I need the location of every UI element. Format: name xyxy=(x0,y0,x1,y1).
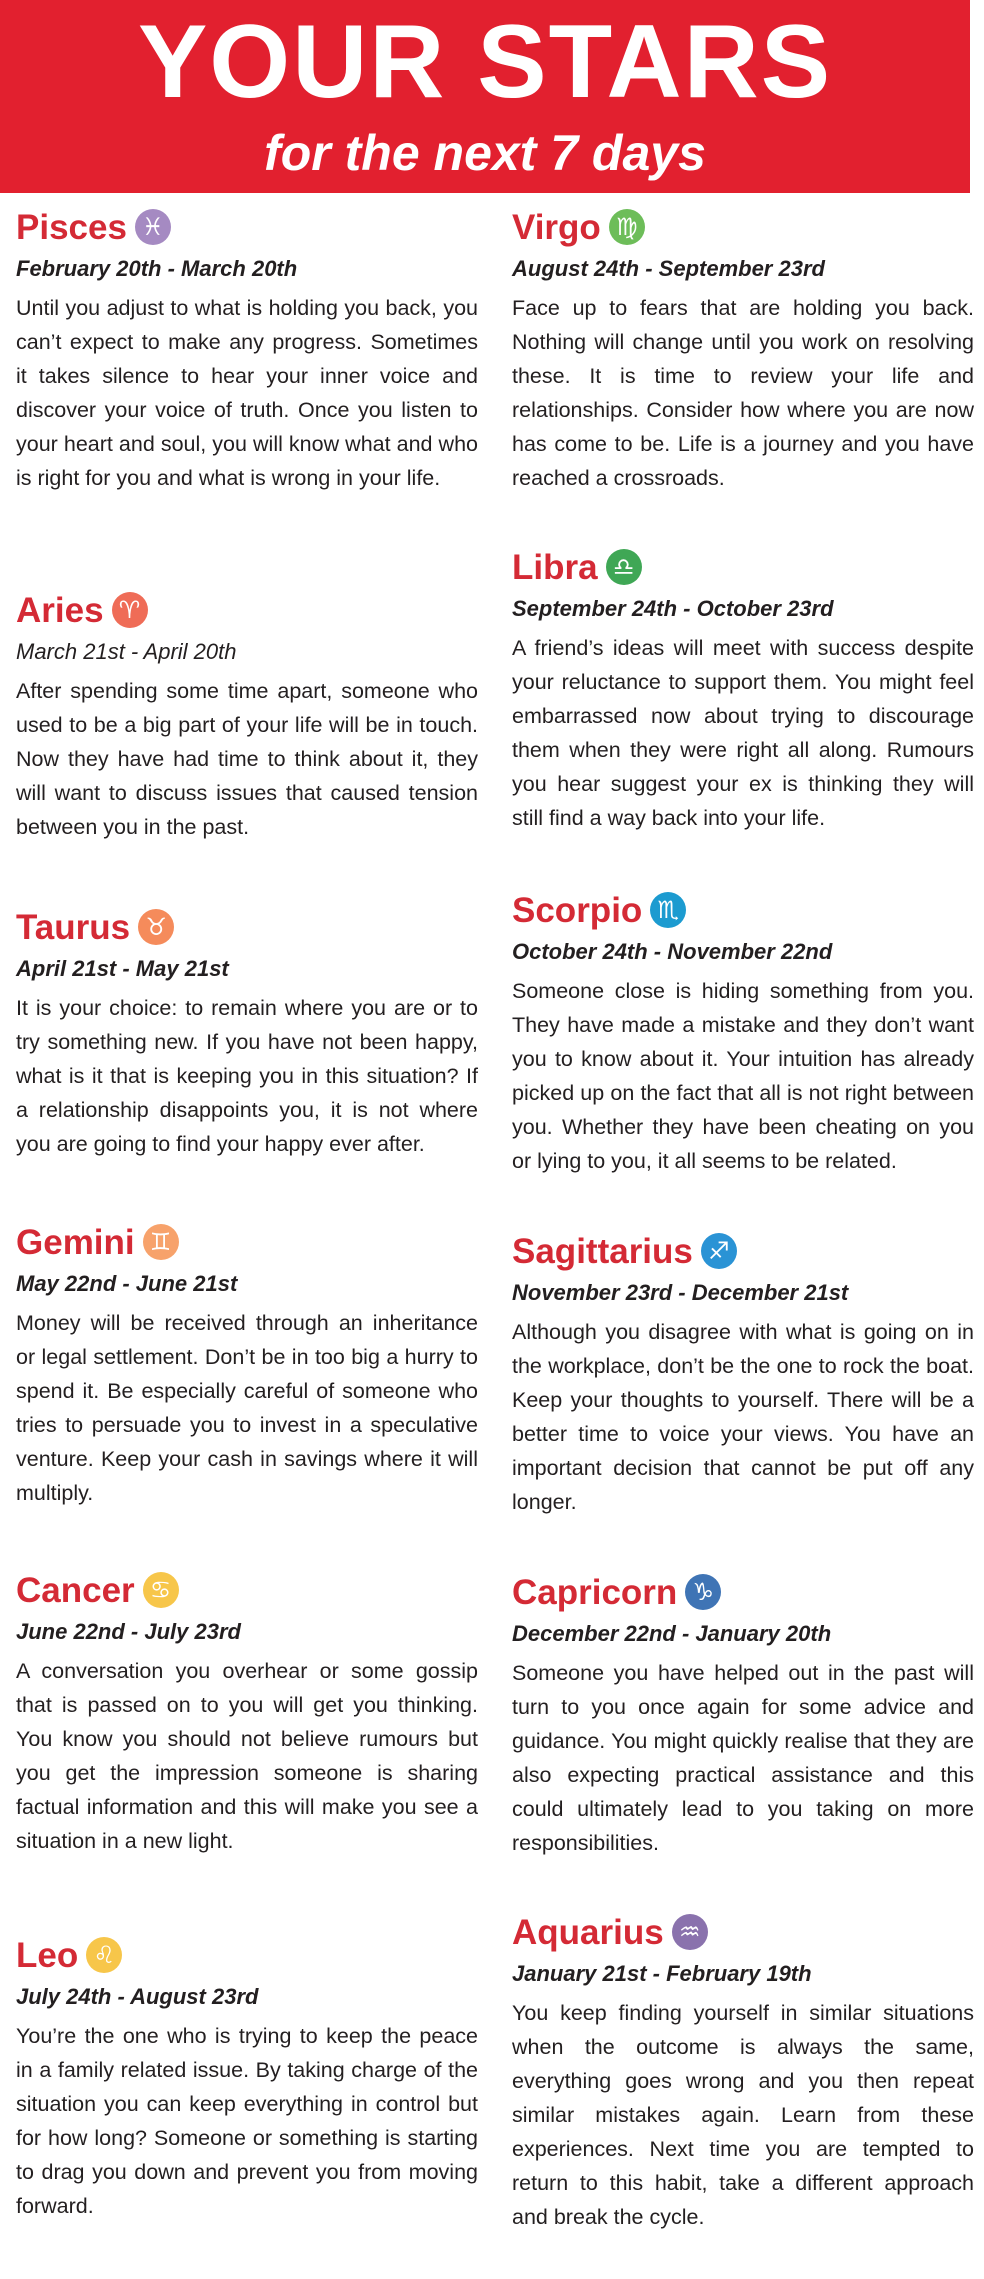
sign-gemini xyxy=(16,1220,478,1510)
sign-aquarius xyxy=(512,1910,974,2234)
sign-text: You keep finding yourself in similar situations when the outcome is always the same, everything goes wrong and you then repeat similar mistakes again. Learn from these experiences. Next time you are tempted to return to this habit, take a different approach and break the cycle. xyxy=(512,2001,974,2229)
page-subtitle: for the next 7 days xyxy=(264,125,706,181)
sign-text: Someone you have helped out in the past will turn to you once again for some advice and guidance. You might quickly realise that they are also expecting practical assistance and this could ultimately lead to you taking on more responsibilities. xyxy=(512,1661,974,1855)
sign-text: A friend’s ideas will meet with success despite your reluctance to support them. You might feel embarrassed now about trying to discourage them when they were right all along. Rumours you hear suggest your ex is thinking they will still find a way back into your life. xyxy=(512,636,974,830)
sign-dates: September 24th - October 23rd xyxy=(512,596,834,621)
sign-header xyxy=(512,1229,974,1273)
sign-name: Cancer xyxy=(16,1570,135,1610)
sign-dates: March 21st - April 20th xyxy=(16,639,237,664)
leo-icon: ♌ xyxy=(86,1937,122,1973)
sign-text: You’re the one who is trying to keep the peace in a family related issue. By taking charge of the situation you can keep everything in control but for how long? Someone or something is starting to drag you down and prevent you from moving forward. xyxy=(16,2024,478,2218)
sign-text: Although you disagree with what is going on in the workplace, don’t be the one to rock the boat. Keep your thoughts to yourself. There will be a better time to voice your views. You have an important decision that cannot be put off any longer. xyxy=(512,1320,974,1514)
sign-header xyxy=(16,1933,478,1977)
sign-dates: October 24th - November 22nd xyxy=(512,939,833,964)
cancer-icon: ♋ xyxy=(143,1572,179,1608)
sagittarius-icon: ♐ xyxy=(701,1233,737,1269)
sign-aries xyxy=(16,588,478,844)
sign-leo xyxy=(16,1933,478,2223)
sign-header xyxy=(512,1570,974,1614)
sign-capricorn xyxy=(512,1570,974,1860)
sign-dates: January 21st - February 19th xyxy=(512,1961,812,1986)
sign-taurus xyxy=(16,905,478,1161)
sign-name: Leo xyxy=(16,1935,79,1975)
sign-name: Gemini xyxy=(16,1222,135,1262)
sign-dates: June 22nd - July 23rd xyxy=(16,1619,241,1644)
sign-name: Taurus xyxy=(16,907,131,947)
pisces-icon: ♓ xyxy=(135,209,171,245)
sign-text: Money will be received through an inheritance or legal settlement. Don’t be in too big a hurry to spend it. Be especially careful of someone who tries to persuade you to invest in a speculative venture. Keep your cash in savings where it will multiply. xyxy=(16,1311,478,1505)
sign-header xyxy=(512,888,974,932)
sign-dates: July 24th - August 23rd xyxy=(16,1984,259,2009)
sign-cancer xyxy=(16,1568,478,1858)
virgo-icon: ♍ xyxy=(609,209,645,245)
sign-text: Someone close is hiding something from you. They have made a mistake and they don’t want you to know about it. Your intuition has already picked up on the fact that all is not right between you. Whether they have been cheating on you or lying to you, it all seems to be related. xyxy=(512,979,974,1173)
sign-name: Capricorn xyxy=(512,1572,678,1612)
aries-icon: ♈ xyxy=(112,592,148,628)
sign-dates: April 21st - May 21st xyxy=(16,956,229,981)
sign-text: Face up to fears that are holding you back. Nothing will change until you work on resolving these. It is time to review your life and relationships. Consider how where you are now has come to be. Life is a journey and you have reached a crossroads. xyxy=(512,296,974,490)
sign-dates: December 22nd - January 20th xyxy=(512,1621,832,1646)
sign-scorpio xyxy=(512,888,974,1178)
sign-text: Until you adjust to what is holding you back, you can’t expect to make any progress. Sometimes it takes silence to hear your inner voice and discover your voice of truth. Once you listen to your heart and soul, you will know what and who is right for you and what is wrong in your life. xyxy=(16,296,478,490)
scorpio-icon: ♏ xyxy=(650,892,686,928)
sign-dates: February 20th - March 20th xyxy=(16,256,298,281)
sign-name: Aries xyxy=(16,590,104,630)
sign-text: After spending some time apart, someone who used to be a big part of your life will be in touch. Now they have had time to think about it, they will want to discuss issues that caused tension between you in the past. xyxy=(16,679,478,839)
sign-sagittarius xyxy=(512,1229,974,1519)
sign-header xyxy=(512,1910,974,1954)
sign-header xyxy=(16,588,478,632)
header-banner xyxy=(0,0,970,193)
sign-header xyxy=(16,1220,478,1264)
sign-header xyxy=(16,205,478,249)
sign-dates: August 24th - September 23rd xyxy=(512,256,825,281)
sign-text: It is your choice: to remain where you are or to try something new. If you have not been happy, what is it that is keeping you in this situation? If a relationship disappoints you, it is not where you are going to find your happy ever after. xyxy=(16,996,478,1156)
sign-header xyxy=(16,905,478,949)
sign-header xyxy=(512,205,974,249)
sign-virgo xyxy=(512,205,974,495)
capricorn-icon: ♑ xyxy=(685,1574,721,1610)
libra-icon: ♎ xyxy=(606,549,642,585)
sign-dates: November 23rd - December 21st xyxy=(512,1280,849,1305)
sign-dates: May 22nd - June 21st xyxy=(16,1271,238,1296)
aquarius-icon: ♒ xyxy=(672,1914,708,1950)
sign-name: Pisces xyxy=(16,207,127,247)
sign-header xyxy=(512,545,974,589)
sign-libra xyxy=(512,545,974,835)
sign-text: A conversation you overhear or some gossip that is passed on to you will get you thinking. You know you should not believe rumours but you get the impression someone is sharing factual information and this will make you see a situation in a new light. xyxy=(16,1659,478,1853)
sign-name: Libra xyxy=(512,547,598,587)
page-title: YOUR STARS xyxy=(137,4,833,120)
gemini-icon: ♊ xyxy=(143,1224,179,1260)
sign-name: Sagittarius xyxy=(512,1231,693,1271)
sign-name: Scorpio xyxy=(512,890,643,930)
taurus-icon: ♉ xyxy=(138,909,174,945)
sign-pisces xyxy=(16,205,478,495)
sign-name: Virgo xyxy=(512,207,601,247)
sign-name: Aquarius xyxy=(512,1912,664,1952)
sign-header xyxy=(16,1568,478,1612)
